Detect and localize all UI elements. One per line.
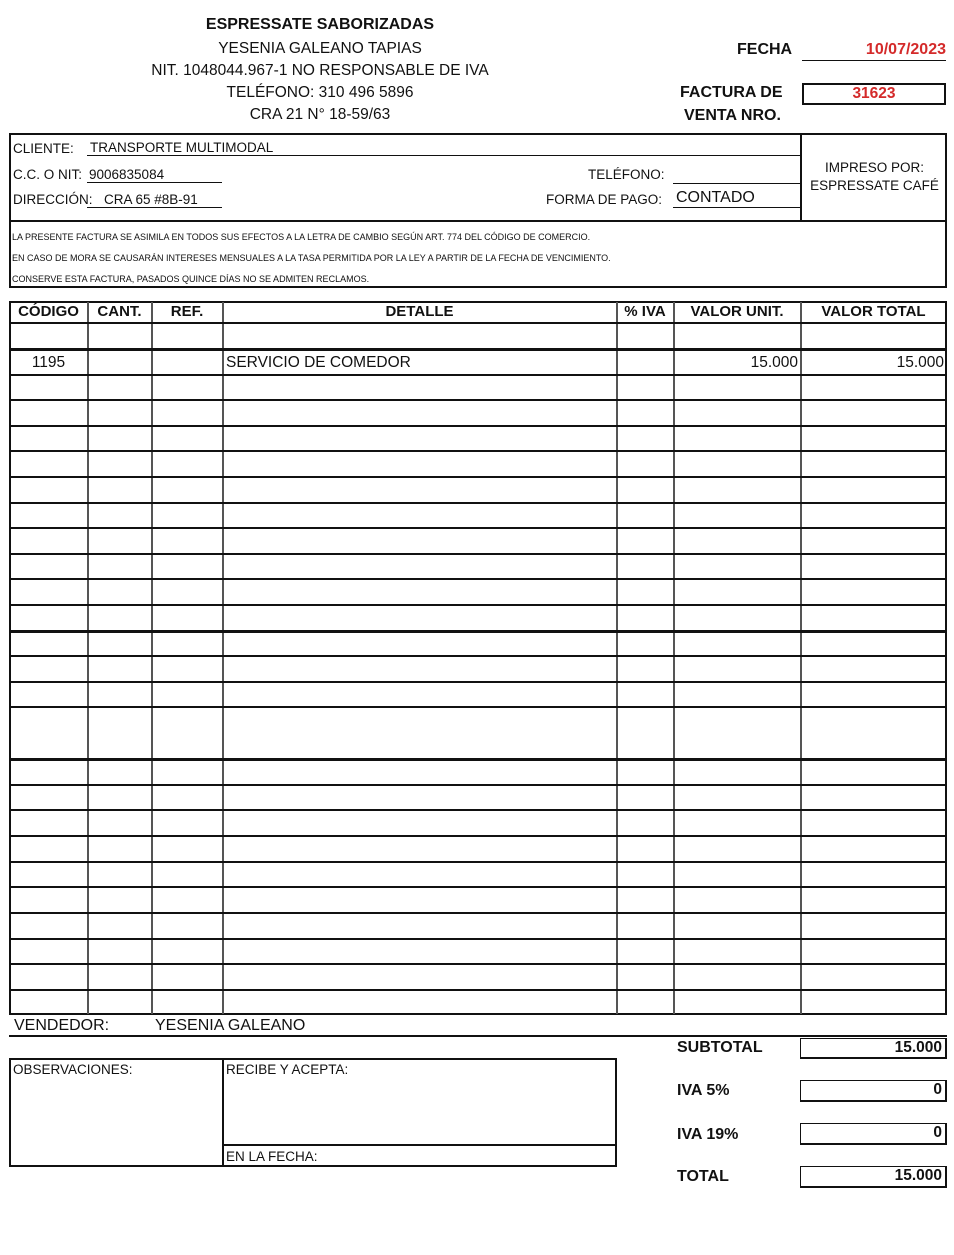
footer-divider	[222, 1058, 224, 1167]
total-label: TOTAL	[677, 1168, 729, 1185]
client-value: TRANSPORTE MULTIMODAL	[87, 140, 800, 156]
subtotal-label: SUBTOTAL	[677, 1039, 763, 1056]
table-row-divider	[10, 630, 946, 633]
items-table	[9, 301, 947, 1015]
table-row-divider	[10, 655, 946, 657]
table-row-divider	[10, 425, 946, 427]
cell-codigo: 1195	[31, 354, 66, 371]
table-row-divider	[10, 476, 946, 478]
table-row-divider	[10, 784, 946, 786]
owner-name: YESENIA GALEANO TAPIAS	[218, 40, 422, 57]
table-column-divider	[87, 302, 89, 1014]
invoice-number-value: 31623	[802, 83, 946, 105]
address-label: DIRECCIÓN:	[13, 192, 93, 207]
table-row-divider	[10, 553, 946, 555]
table-row-divider	[10, 835, 946, 837]
table-column-divider	[151, 302, 153, 1014]
seller-value: YESENIA GALEANO	[155, 1017, 306, 1034]
printed-by-label: IMPRESO POR:	[824, 160, 924, 175]
seller-label: VENDEDOR:	[14, 1017, 110, 1034]
printed-by-value: ESPRESSATE CAFÉ	[810, 178, 939, 193]
col-header-cant: CANT.	[97, 303, 142, 320]
col-header-valor-unit: VALOR UNIT.	[690, 303, 784, 320]
table-row-divider	[10, 886, 946, 888]
address-value: CRA 65 #8B-91	[87, 192, 222, 208]
iva5-label: IVA 5%	[677, 1082, 730, 1099]
seller-underline	[9, 1035, 947, 1037]
table-row-divider	[10, 758, 946, 761]
payment-value: CONTADO	[673, 189, 800, 208]
table-column-divider	[222, 302, 224, 1014]
table-column-divider	[673, 302, 675, 1014]
iva5-value: 0	[800, 1080, 947, 1102]
invoice-number-label-1: FACTURA DE	[680, 84, 783, 101]
table-row-divider	[10, 963, 946, 965]
table-row-divider	[10, 322, 946, 324]
legal-text-1: LA PRESENTE FACTURA SE ASIMILA EN TODOS SUS EFECTOS A LA LETRA DE CAMBIO SEGÚN ART. 774 DEL CÓDIGO DE COMERCIO.	[12, 232, 591, 242]
payment-label: FORMA DE PAGO:	[546, 192, 663, 207]
nit-label: C.C. O NIT:	[13, 167, 83, 182]
table-column-divider	[800, 302, 802, 1014]
table-row-divider	[10, 348, 946, 351]
receive-label: RECIBE Y ACEPTA:	[226, 1062, 349, 1077]
col-header-codigo: CÓDIGO	[18, 303, 79, 320]
table-row-divider	[10, 809, 946, 811]
table-row-divider	[10, 578, 946, 580]
table-row-divider	[10, 527, 946, 529]
legal-text-3: CONSERVE ESTA FACTURA, PASADOS QUINCE DÍAS NO SE ADMITEN RECLAMOS.	[12, 274, 370, 284]
business-nit: NIT. 1048044.967-1 NO RESPONSABLE DE IVA	[151, 62, 489, 79]
business-address: CRA 21 N° 18-59/63	[249, 106, 391, 123]
observations-label: OBSERVACIONES:	[13, 1062, 133, 1077]
phone-label: TELÉFONO:	[588, 167, 665, 182]
client-box	[9, 133, 947, 288]
col-header-valor-total: VALOR TOTAL	[821, 303, 926, 320]
table-row-divider	[10, 450, 946, 452]
date-value: 10/07/2023	[802, 41, 946, 61]
table-row-divider	[10, 374, 946, 376]
footer-date-divider	[222, 1144, 616, 1146]
nit-value: 9006835084	[87, 167, 222, 183]
printed-by-divider	[800, 133, 802, 221]
table-row-divider	[10, 399, 946, 401]
table-row-divider	[10, 912, 946, 914]
col-header-iva: % IVA	[624, 303, 666, 320]
table-row-divider	[10, 681, 946, 683]
table-row-divider	[10, 861, 946, 863]
client-divider	[9, 220, 947, 222]
phone-value[interactable]	[673, 167, 800, 184]
client-label: CLIENTE:	[13, 141, 74, 156]
total-value: 15.000	[800, 1166, 947, 1188]
date-label: FECHA	[737, 41, 793, 58]
legal-text-2: EN CASO DE MORA SE CAUSARÁN INTERESES MENSUALES A LA TASA PERMITIDA POR LA LEY A PARTIR DE LA FECHA DE VENCIMIENTO.	[12, 253, 611, 263]
table-row-divider	[10, 938, 946, 940]
table-row-divider	[10, 706, 946, 708]
table-row-divider	[10, 604, 946, 606]
table-column-divider	[616, 302, 618, 1014]
subtotal-value: 15.000	[800, 1038, 947, 1059]
table-row-divider	[10, 989, 946, 991]
cell-detalle: SERVICIO DE COMEDOR	[226, 354, 411, 371]
col-header-detalle: DETALLE	[385, 303, 454, 320]
table-row-divider	[10, 502, 946, 504]
invoice-number-label-2: VENTA NRO.	[684, 107, 781, 124]
iva19-value: 0	[800, 1123, 947, 1145]
cell-valor-total: 15.000	[896, 354, 944, 371]
footer-date-label: EN LA FECHA:	[226, 1149, 318, 1164]
col-header-ref: REF.	[170, 303, 204, 320]
business-phone: TELÉFONO: 310 496 5896	[226, 84, 414, 101]
business-name: ESPRESSATE SABORIZADAS	[205, 16, 435, 33]
iva19-label: IVA 19%	[677, 1126, 739, 1143]
cell-valor-unit: 15.000	[750, 354, 798, 371]
